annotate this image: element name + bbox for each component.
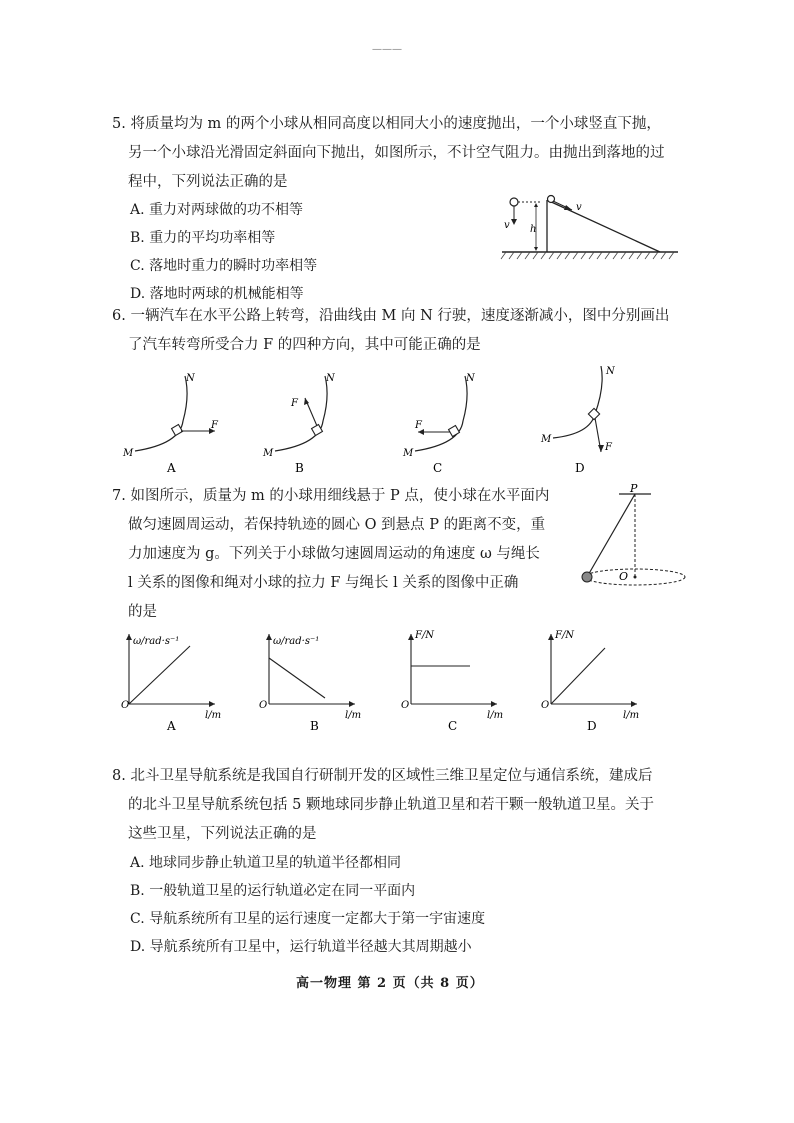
- svg-text:N: N: [466, 373, 475, 384]
- q6-figure-a: [122, 373, 219, 475]
- q7-graph-d: [541, 630, 639, 733]
- q7-graphs: [115, 628, 650, 736]
- q7-line-3: 力加速度为 g。下列关于小球做匀速圆周运动的角速度 ω 与绳长: [128, 546, 540, 562]
- q7-line-1: 7. 如图所示，质量为 m 的小球用细线悬于 P 点，使小球在水平面内: [112, 488, 550, 504]
- svg-text:l/m: l/m: [623, 710, 640, 721]
- svg-text:l/m: l/m: [487, 710, 504, 721]
- q8-line-2: 的北斗卫星导航系统包括 5 颗地球同步静止轨道卫星和若干颗一般轨道卫星。关于: [128, 797, 654, 813]
- svg-text:M: M: [403, 448, 414, 459]
- q7-pendulum-figure: [575, 482, 690, 594]
- q8-line-3: 这些卫星，下列说法正确的是: [128, 826, 317, 842]
- svg-text:C: C: [448, 719, 458, 733]
- q8-line-1: 8. 北斗卫星导航系统是我国自行研制开发的区域性三维卫星定位与通信系统，建成后: [112, 768, 653, 784]
- svg-text:M: M: [123, 448, 134, 459]
- svg-text:A: A: [167, 719, 176, 733]
- q6-line-1: 6. 一辆汽车在水平公路上转弯，沿曲线由 M 向 N 行驶，速度逐渐减小，图中分别画出: [112, 308, 670, 324]
- svg-text:B: B: [295, 461, 304, 475]
- q6-figures: [115, 366, 685, 476]
- svg-text:O: O: [121, 700, 130, 711]
- q6-figure-b: [262, 373, 336, 475]
- q5-incline-surface: [547, 200, 660, 252]
- q5-option-d: D. 落地时两球的机械能相等: [130, 286, 304, 302]
- q6-figure-c: [402, 373, 476, 475]
- q7-graph-b: [259, 634, 361, 733]
- header-mark: ———: [372, 44, 402, 55]
- q5-line-1: 5. 将质量均为 m 的两个小球从相同高度以相同大小的速度抛出，一个小球竖直下抛，: [112, 116, 661, 132]
- svg-text:O: O: [541, 700, 550, 711]
- svg-text:O: O: [401, 700, 410, 711]
- q5-label-v-right: v: [576, 202, 582, 213]
- svg-text:l/m: l/m: [345, 710, 362, 721]
- q7-graph-c: [401, 630, 503, 733]
- svg-text:F/N: F/N: [415, 630, 435, 641]
- q7-graph-a: [121, 634, 221, 733]
- q8-option-a: A. 地球同步静止轨道卫星的轨道半径都相同: [130, 855, 402, 871]
- q5-incline-figure: [500, 190, 680, 270]
- q5-option-c: C. 落地时重力的瞬时功率相等: [130, 258, 318, 274]
- q7-line-4: l 关系的图像和绳对小球的拉力 F 与绳长 l 关系的图像中正确: [128, 575, 519, 591]
- svg-text:B: B: [310, 719, 319, 733]
- q5-ball-left: [510, 198, 518, 206]
- svg-text:l/m: l/m: [205, 710, 222, 721]
- svg-text:N: N: [326, 373, 335, 384]
- q5-line-2: 另一个小球沿光滑固定斜面向下抛出，如图所示，不计空气阻力。由抛出到落地的过: [128, 145, 665, 161]
- svg-text:F: F: [415, 420, 422, 431]
- q5-option-b: B. 重力的平均功率相等: [130, 230, 276, 246]
- svg-text:M: M: [541, 434, 552, 445]
- q7-line-5: 的是: [128, 604, 157, 620]
- svg-text:O: O: [259, 700, 268, 711]
- svg-text:P: P: [630, 482, 638, 495]
- q5-option-a: A. 重力对两球做的功不相等: [130, 202, 304, 218]
- q6-line-2: 了汽车转弯所受合力 F 的四种方向，其中可能正确的是: [128, 337, 481, 353]
- svg-text:F: F: [211, 420, 218, 431]
- svg-text:M: M: [263, 448, 274, 459]
- q6-figure-d: [540, 366, 616, 475]
- q5-label-v-left: v: [504, 220, 510, 231]
- svg-text:N: N: [606, 366, 615, 377]
- svg-text:F: F: [291, 398, 298, 409]
- q7-line-2: 做匀速圆周运动，若保持轨迹的圆心 O 到悬点 P 的距离不变，重: [128, 517, 546, 533]
- svg-text:D: D: [587, 719, 597, 733]
- q8-option-c: C. 导航系统所有卫星的运行速度一定都大于第一宇宙速度: [130, 911, 486, 927]
- svg-text:C: C: [433, 461, 443, 475]
- svg-text:A: A: [167, 461, 176, 475]
- page-footer: 高一物理 第 2 页（共 8 页）: [296, 976, 484, 991]
- q5-label-h: h: [530, 224, 537, 235]
- q8-option-b: B. 一般轨道卫星的运行轨道必定在同一平面内: [130, 883, 416, 899]
- q8-option-d: D. 导航系统所有卫星中，运行轨道半径越大其周期越小: [130, 939, 472, 955]
- svg-text:F/N: F/N: [555, 630, 575, 641]
- svg-text:D: D: [575, 461, 585, 475]
- q5-line-3: 程中，下列说法正确的是: [128, 174, 288, 190]
- svg-text:ω/rad·s⁻¹: ω/rad·s⁻¹: [273, 636, 320, 647]
- svg-text:O: O: [619, 570, 629, 583]
- svg-text:ω/rad·s⁻¹: ω/rad·s⁻¹: [133, 636, 180, 647]
- svg-text:N: N: [186, 373, 195, 384]
- svg-text:F: F: [605, 442, 612, 453]
